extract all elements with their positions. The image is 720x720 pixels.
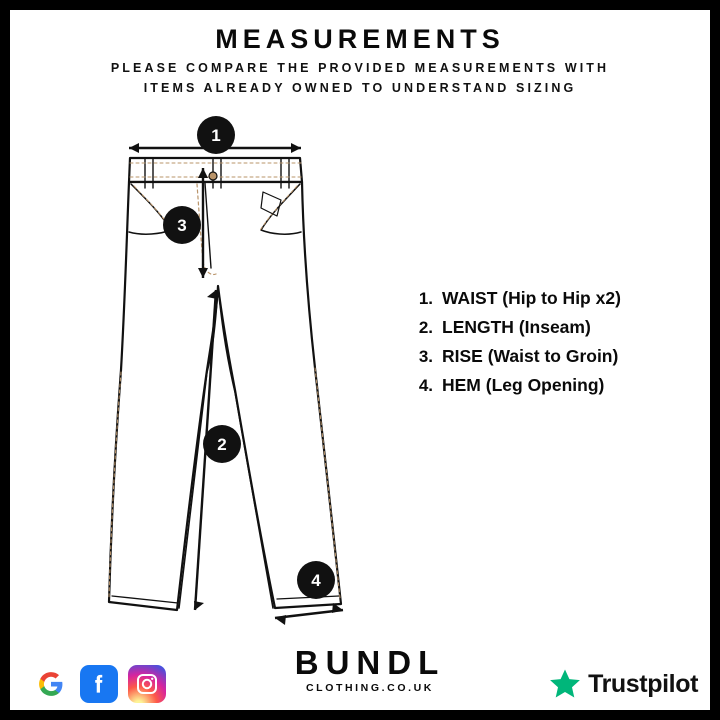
legend-item-length-detail: (Inseam) xyxy=(518,317,591,337)
legend-item-hem-detail: (Leg Opening) xyxy=(485,375,605,395)
instagram-camera-glyph xyxy=(135,672,159,696)
legend-item-waist-label xyxy=(442,288,621,309)
legend-item-length-number: 2. xyxy=(418,318,433,337)
brand-logo xyxy=(265,646,475,694)
page-title: MEASUREMENTS xyxy=(215,24,505,54)
trustpilot-label: Trustpilot xyxy=(588,669,698,698)
instagram-icon[interactable] xyxy=(128,665,166,703)
marker-1-label: 1 xyxy=(211,126,221,145)
google-g-glyph xyxy=(38,671,64,697)
legend-item-rise-label xyxy=(442,346,618,367)
jeans-diagram xyxy=(85,110,415,630)
marker-3-label: 3 xyxy=(177,216,187,235)
brand-name: BUNDL xyxy=(294,644,446,681)
social-icons xyxy=(32,665,166,703)
legend-item-waist xyxy=(405,288,705,309)
subtitle-line-2: ITEMS ALREADY OWNED TO UNDERSTAND SIZING xyxy=(143,81,577,95)
google-icon[interactable] xyxy=(32,665,70,703)
legend-item-rise-name: RISE xyxy=(442,346,483,366)
legend-item-waist-name: WAIST xyxy=(442,288,498,308)
marker-4 xyxy=(297,561,335,599)
legend-item-hem-label xyxy=(442,375,604,396)
legend-item-length xyxy=(405,317,705,338)
arrow-inseam-bottom-head xyxy=(194,601,204,610)
brand-website: CLOTHING.CO.UK xyxy=(306,682,434,694)
legend-item-hem xyxy=(405,375,705,396)
legend-item-hem-number: 4. xyxy=(418,376,433,395)
marker-1 xyxy=(197,116,235,154)
jeans-body xyxy=(109,182,341,610)
info-card xyxy=(10,10,710,710)
legend-item-rise-detail: (Waist to Groin) xyxy=(487,346,619,366)
page-subtitle xyxy=(60,58,660,98)
subtitle-line-1: PLEASE COMPARE THE PROVIDED MEASUREMENTS WITH xyxy=(110,61,610,75)
legend-item-rise-number: 3. xyxy=(418,347,433,366)
legend-item-length-name: LENGTH xyxy=(442,317,514,337)
legend-item-length-label xyxy=(442,317,591,338)
facebook-f-glyph xyxy=(86,671,112,697)
legend-item-rise xyxy=(405,346,705,367)
jeans-technical-drawing-svg xyxy=(85,110,415,630)
measurement-legend xyxy=(405,288,705,404)
trustpilot-star-icon xyxy=(548,668,582,700)
trustpilot-badge[interactable] xyxy=(548,668,698,700)
marker-3 xyxy=(163,206,201,244)
legend-item-waist-number: 1. xyxy=(418,289,433,308)
marker-4-label: 4 xyxy=(311,571,321,590)
waist-button xyxy=(209,172,217,180)
arrow-waist-right-head xyxy=(291,143,301,153)
marker-2-label: 2 xyxy=(217,435,227,454)
legend-item-waist-detail: (Hip to Hip x2) xyxy=(502,288,621,308)
facebook-icon[interactable] xyxy=(80,665,118,703)
arrow-hem-left-head xyxy=(275,615,286,625)
legend-item-hem-name: HEM xyxy=(442,375,481,395)
marker-2 xyxy=(203,425,241,463)
arrow-waist-left-head xyxy=(129,143,139,153)
